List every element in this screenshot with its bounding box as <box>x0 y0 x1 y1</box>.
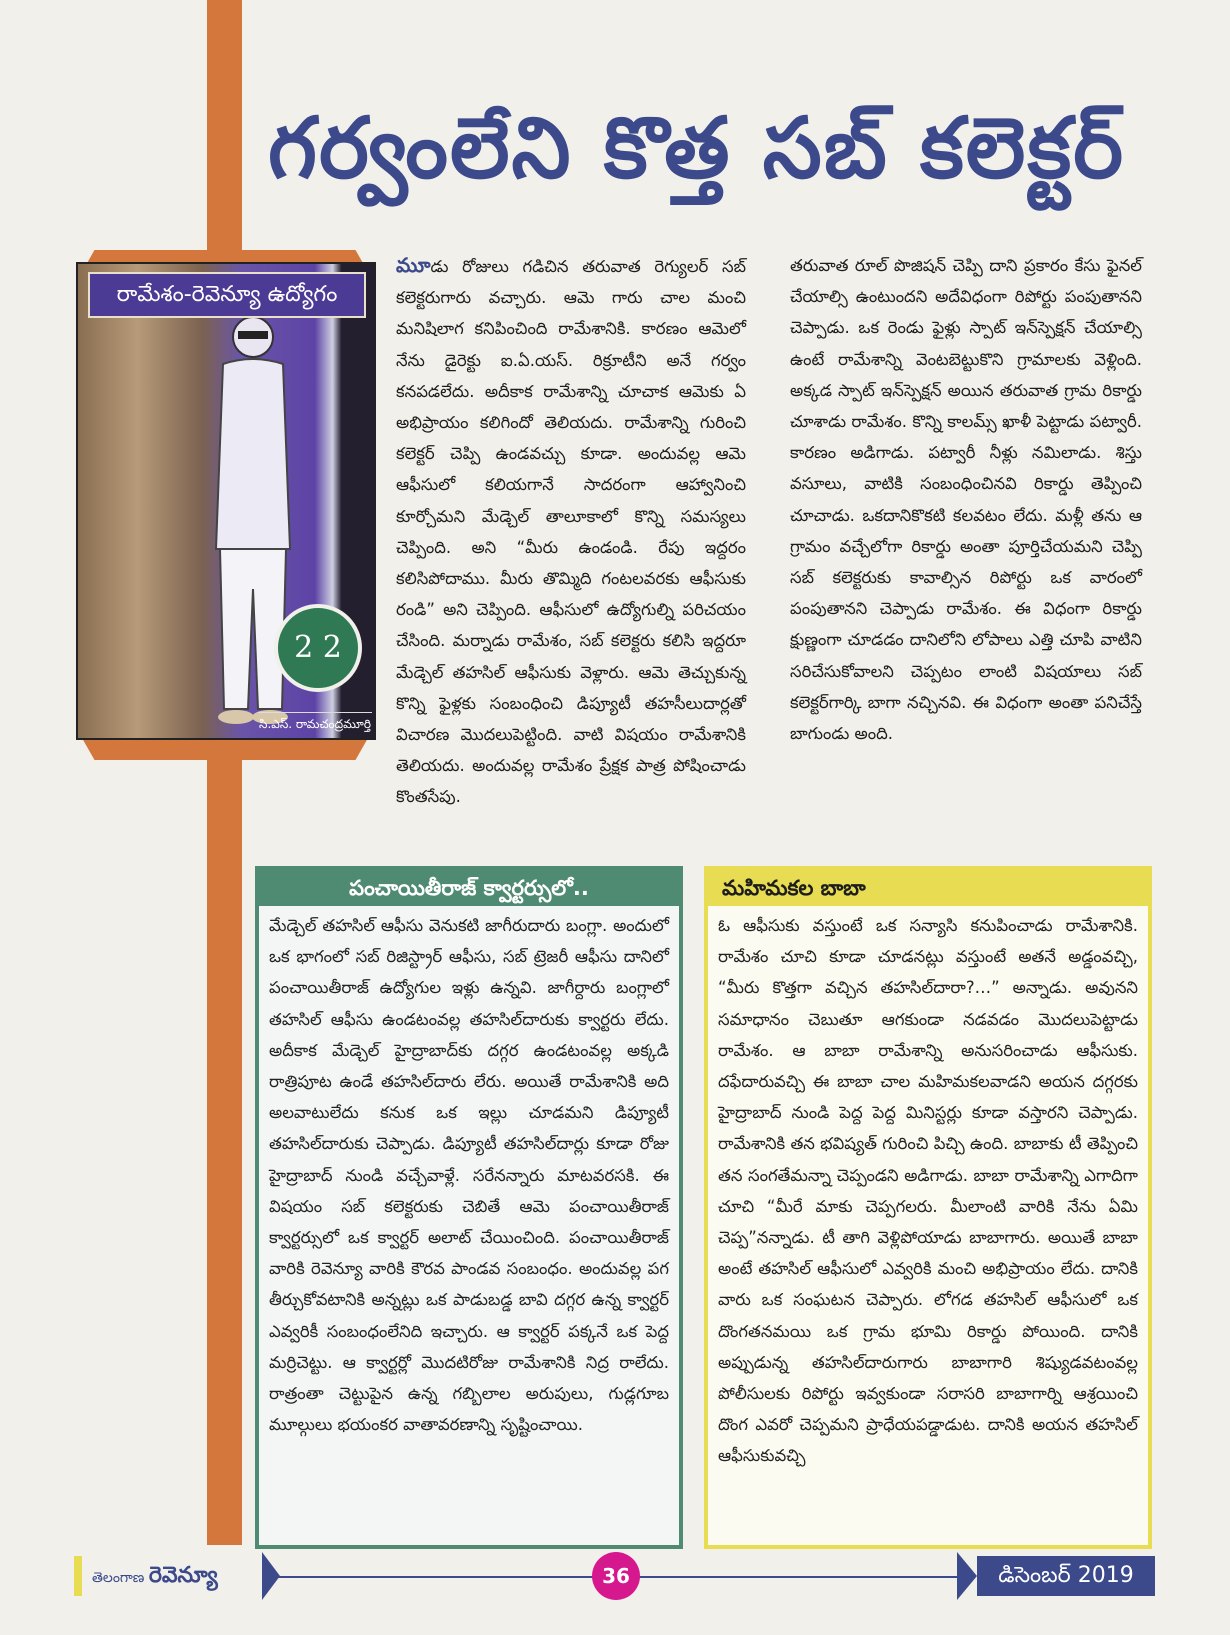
box-heading: మహిమకల బాబా <box>708 870 1148 906</box>
page-number: 36 <box>592 1552 640 1600</box>
cover-title: రామేశం-రెవెన్యూ ఉద్యోగం <box>88 272 366 318</box>
cover-author: సి.ఎస్. రామచంద్రమూర్తి <box>258 712 372 735</box>
sidebar-box-panchayat <box>255 866 683 1549</box>
magazine-name <box>74 1556 272 1596</box>
magazine-label <box>92 1560 218 1594</box>
chevron-left-icon <box>957 1552 977 1600</box>
article-column-1-text: డు రోజులు గడిచిన తరువాత రెగ్యులర్ సబ్ కలెక్టరుగారు వచ్చారు. ఆమె గారు చాల మంచి మనిషిలాగ కనిపించింది రామేశానికి. కారణం ఆమెలో నేను డైరెక్టు ఐ.ఏ.యస్. రిక్రూటీని అనే గర్వం కనపడలేదు. అదీకాక రామేశాన్ని చూచాక ఆమెకు ఏ అభిప్రాయం కలిగిందో తెలియదు. రామేశాన్ని గురించి కలెక్టర్ చెప్పి ఉండవచ్చు కూడా. అందువల్ల ఆమె ఆఫీసులో కలియగానే సాదరంగా ఆహ్వానించి కూర్చోమని మేడ్చెల్ తాలూకాలో కొన్ని సమస్యలు చెప్పింది. అని “మీరు ఉండండి. రేపు ఇద్దరం కలిసిపోదాము. మీరు తొమ్మిది గంటలవరకు ఆఫీసుకు రండి” అని చెప్పింది. ఆఫీసులో ఉద్యోగుల్ని పరిచయం చేసింది. మర్నాడు రామేశం, సబ్ కలెక్టరు కలిసి ఇద్దరూ మేడ్చెల్ తహసిల్ ఆఫీసుకు వెళ్లారు. ఆమె తెచ్చుకున్న కొన్ని ఫైళ్లకు సంబంధించి డిప్యూటీ తహసీలుదార్లతో విచారణ మొదలుపెట్టింది. వాటి విషయం రామేశానికి తెలియదు. అందువల్ల రామేశం ప్రేక్షక పాత్ర పోషించాడు కొంతసేపు. <box>396 257 746 807</box>
issue-date: డిసెంబర్ 2019 <box>977 1556 1155 1596</box>
box-text: మేడ్చెల్ తహసిల్ ఆఫీసు వెనుకటి జాగీరుదారు బంగ్లా. అందులో ఒక భాగంలో సబ్ రిజిస్ట్రార్ ఆఫీసు, సబ్ ట్రెజరీ ఆఫీసు దానిలో పంచాయితీరాజ్ ఉద్యోగుల ఇళ్లు ఉన్నవి. జాగీర్దారు బంగ్లాలో తహసిల్ ఆఫీసు ఉండటంవల్ల తహసిల్‌దారుకు క్వార్టరు లేదు. అదీకాక మేడ్చెల్ హైద్రాబాద్‌కు దగ్గర ఉండటంవల్ల అక్కడి రాత్రిపూట ఉండే తహసిల్‌దారు లేరు. అయితే రామేశానికి అది అలవాటులేదు కనుక ఒక ఇల్లు చూడమని డిప్యూటీ తహసిల్‌దారుకు చెప్పాడు. డిప్యూటీ తహసిల్‌దార్లు కూడా రోజు హైద్రాబాద్ నుండి వచ్చేవాళ్లే. సరేనన్నారు మాటవరసకి. ఈ విషయం సబ్ కలెక్టరుకు చెబితే ఆమె పంచాయితీరాజ్ క్వార్టర్సులో ఒక క్వార్టర్ అలాట్ చేయించింది. పంచాయితీరాజ్ వారికి రెవెన్యూ వారికి కౌరవ పాండవ సంబంధం. అందువల్ల పగ తీర్చుకోవటానికి అన్నట్లు ఒక పాడుబడ్డ బావి దగ్గర ఉన్న క్వార్టర్ ఎవ్వరికీ సంబంధంలేనిది ఇచ్చారు. ఆ క్వార్టర్ పక్కనే ఒక పెద్ద మర్రిచెట్టు. ఆ క్వార్టర్లో మొదటిరోజు రామేశానికి నిద్ర రాలేదు. రాత్రంతా చెట్టుపైన ఉన్న గబ్బిలాల అరుపులు, గుడ్లగూబ మూల్గులు భయంకర వాతావరణాన్ని సృష్టించాయి. <box>269 916 669 1435</box>
box-heading: పంచాయితీరాజ్ క్వార్టర్సులో.. <box>259 870 679 906</box>
magazine-brand: రెవెన్యూ <box>148 1563 218 1588</box>
vertical-accent-bar <box>207 0 242 1545</box>
article-column-1 <box>396 250 746 813</box>
page-title: గర్వంలేని కొత్త సబ్ కలెక్టర్ <box>268 99 1126 197</box>
chevron-right-icon <box>262 1552 280 1600</box>
box-text: ఓ ఆఫీసుకు వస్తుంటే ఒక సన్యాసి కనుపించాడు రామేశానికి. రామేశం చూచి కూడా చూడనట్లు వస్తుంటే అతనే అడ్డంవచ్చి, “మీరు కొత్తగా వచ్చిన తహసిల్‌దారా?…” అన్నాడు. అవునని సమాధానం చెబుతూ ఆగకుండా నడవడం మొదలుపెట్టాడు రామేశం. ఆ బాబా రామేశాన్ని అనుసరించాడు ఆఫీసుకు. దఫేదారువచ్చి ఈ బాబా చాల మహిమకలవాడని అయన దగ్గరకు హైద్రాబాద్ నుండి పెద్ద పెద్ద మినిస్టర్లు కూడా వస్తారని చెప్పాడు. రామేశానికి తన భవిష్యత్ గురించి పిచ్చి ఉంది. బాబాకు టీ తెప్పించి తన సంగతేమన్నా చెప్పండని అడిగాడు. బాబా రామేశాన్ని ఎగాదిగా చూచి “మీరే మాకు చెప్పగలరు. మీలాంటి వారికి నేను ఏమి చెప్ప”నన్నాడు. టీ తాగి వెళ్లిపోయాడు బాబాగారు. అయితే బాబా అంటే తహసిల్ ఆఫీసులో ఎవ్వరికి మంచి అభిప్రాయం లేదు. దానికి వారు ఒక సంఘటన చెప్పారు. లోగడ తహసిల్ ఆఫీసులో ఒక దొంగతనమయి ఒక గ్రామ భూమి రికార్డు పోయింది. దానికి అప్పుడున్న తహసిల్‌దారుగారు బాబాగారి శిష్యుడవటంవల్ల పోలీసులకు రిపోర్టు ఇవ్వకుండా సరాసరి బాబాగార్ని ఆశ్రయించి దొంగ ఎవరో చెప్పమని ప్రాధేయపడ్డాడుట. దానికి అయన తహసిల్ ఆఫీసుకువచ్చి <box>718 916 1138 1466</box>
book-cover-image <box>76 262 376 740</box>
article-column-2: తరువాత రూల్ పొజిషన్ చెప్పి దాని ప్రకారం కేసు ఫైనల్ చేయాల్సి ఉంటుందని అదేవిధంగా రిపోర్టు పంపుతానని చెప్పాడు. ఒక రెండు ఫైళ్లు స్పాట్ ఇన్‌స్పెక్షన్ చేయాల్సి ఉంటే రామేశాన్ని వెంటబెట్టుకొని గ్రామాలకు వెళ్లింది. అక్కడ స్పాట్ ఇన్‌స్పెక్షన్ అయిన తరువాత గ్రామ రికార్డు చూశాడు రామేశం. కొన్ని కాలమ్స్ ఖాళీ పెట్టాడు పట్వారీ. కారణం అడిగాడు. పట్వారీ నీళ్లు నమిలాడు. శిస్తు వసూలు, వాటికి సంబంధించినవి రికార్డు తెప్పించి చూచాడు. ఒకదానికొకటి కలవటం లేదు. మళ్లీ తను ఆ గ్రామం వచ్చేలోగా రికార్డు అంతా పూర్తిచేయమని చెప్పి సబ్ కలెక్టరుకు కావాల్సిన రిపోర్టు ఒక వారంలో పంపుతానని చెప్పాడు రామేశం. ఈ విధంగా రికార్డు క్షుణ్ణంగా చూడడం దానిలోని లోపాలు ఎత్తి చూపి వాటిని సరిచేసుకోవాలని చెప్పటం లాంటి విషయాలు సబ్ కలెక్టర్‌గార్కి బాగా నచ్చినవి. ఈ విధంగా అంతా పనిచేస్తే బాగుండు అంది. <box>790 256 1142 744</box>
episode-number-badge: 2 2 <box>274 604 362 692</box>
sidebar-box-baba <box>704 866 1152 1549</box>
drop-cap: మూ <box>396 253 431 277</box>
magazine-prefix: తెలంగాణ <box>92 1570 145 1586</box>
